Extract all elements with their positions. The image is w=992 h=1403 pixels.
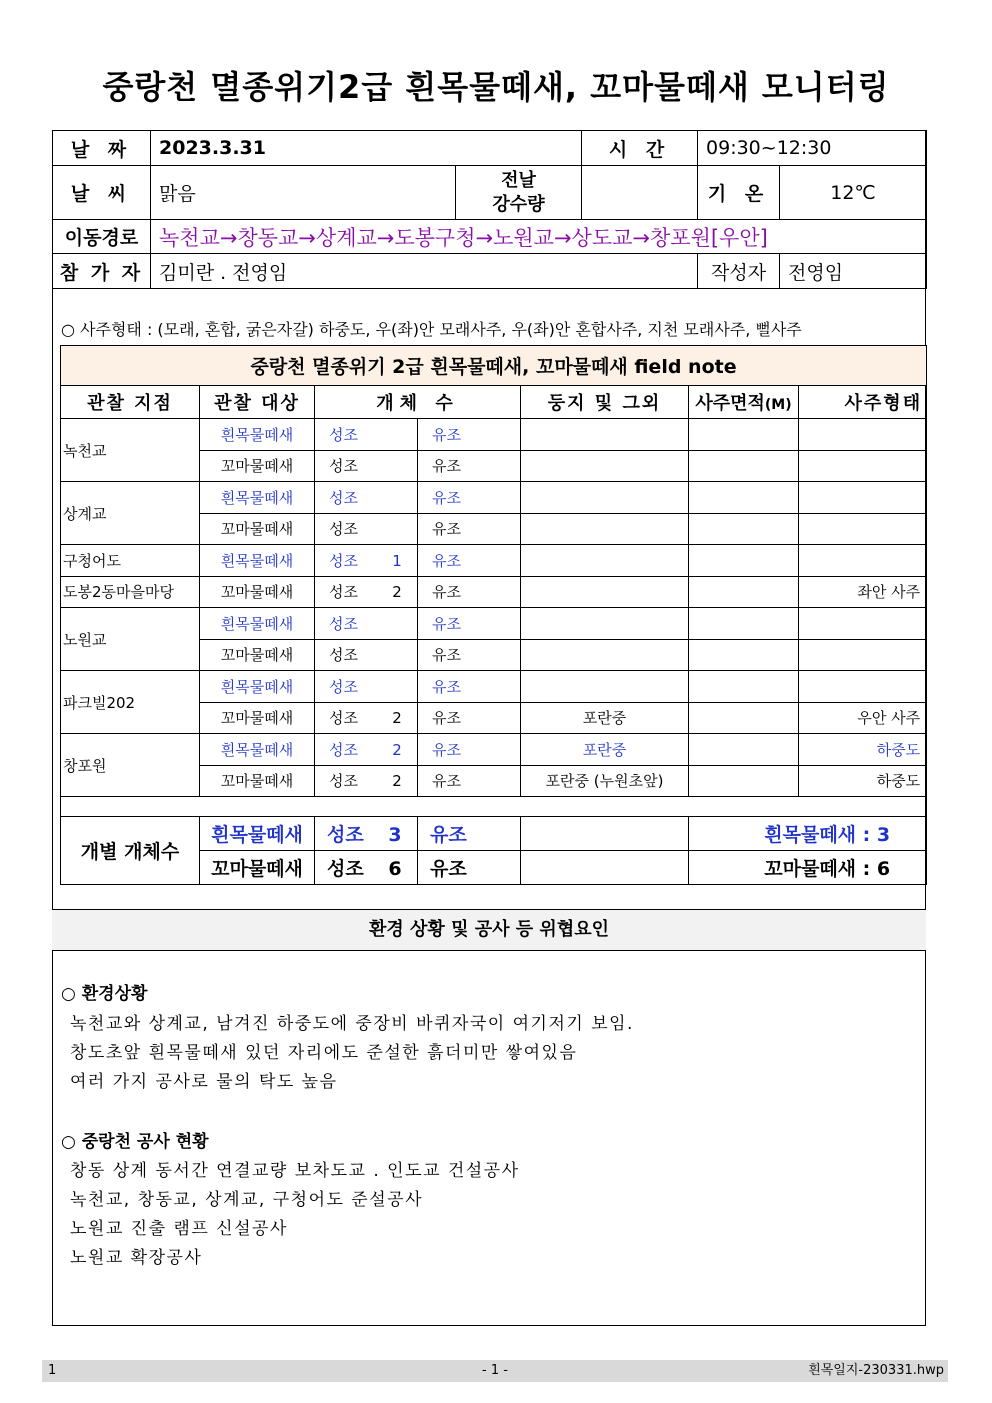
- environment-line: 창도초앞 흰목물떼새 있던 자리에도 준설한 흙더미만 쌓여있음: [70, 1043, 578, 1063]
- area-cell: [689, 671, 799, 703]
- construction-section-title: ○ 중랑천 공사 현황: [61, 1132, 209, 1152]
- construction-line: 녹천교, 창동교, 상계교, 구청어도 준설공사: [70, 1190, 424, 1210]
- header-table: [52, 130, 927, 289]
- construction-line: 노원교 확장공사: [70, 1248, 203, 1268]
- area-cell: [689, 419, 799, 451]
- adult-number: 3: [388, 824, 402, 846]
- adult-label: 성조: [329, 488, 358, 507]
- page-title: 중랑천 멸종위기2급 흰목물떼새, 꼬마물떼새 모니터링: [102, 68, 890, 106]
- site-cell: 구청어도: [61, 545, 200, 577]
- summary-juvenile: 유조: [418, 851, 521, 885]
- col-area: 사주면적(M): [689, 386, 799, 419]
- adult-label: 성조: [327, 824, 364, 846]
- adult-label: 성조: [329, 551, 358, 570]
- site-cell: 상계교: [61, 482, 200, 545]
- target-cell: 흰목물떼새: [200, 734, 315, 766]
- adult-number: 2: [392, 583, 402, 602]
- area-cell: [689, 765, 799, 797]
- site-cell: 파크빌202: [61, 671, 200, 734]
- target-cell: 꼬마물떼새: [200, 576, 315, 608]
- environment-section-title: ○ 환경상황: [61, 984, 148, 1004]
- weather-value: 맑음: [151, 166, 456, 220]
- shape-cell: 우안 사주: [799, 702, 927, 734]
- nest-cell: [521, 608, 689, 640]
- adult-number: 6: [388, 858, 402, 880]
- summary-nest: [521, 851, 689, 885]
- route-value: 녹천교→창동교→상계교→도봉구청→노원교→상도교→창포원[우안]: [151, 220, 927, 254]
- shape-cell: 하중도: [799, 734, 927, 766]
- adult-label: 성조: [329, 425, 358, 444]
- adult-count-cell: [315, 513, 418, 545]
- shape-cell: [799, 450, 927, 482]
- juvenile-cell: 유조: [418, 545, 521, 577]
- nest-cell: 포란중: [521, 702, 689, 734]
- rain-value: [582, 166, 698, 220]
- adult-number: 2: [392, 772, 402, 791]
- col-count: 개체 수: [315, 386, 521, 419]
- col-site: 관찰 지점: [61, 386, 200, 419]
- temp-value: 12℃: [780, 166, 927, 220]
- construction-line: 창동 상계 동서간 연결교량 보차도교 . 인도교 건설공사: [70, 1161, 520, 1181]
- footer-page-number: 1: [48, 1363, 57, 1378]
- adult-label: 성조: [329, 646, 358, 665]
- area-cell: [689, 576, 799, 608]
- adult-count-cell: [315, 576, 418, 608]
- summary-adult-count: [315, 851, 418, 885]
- adult-label: 성조: [329, 740, 358, 759]
- area-cell: [689, 513, 799, 545]
- table-row: [61, 419, 927, 451]
- juvenile-cell: 유조: [418, 608, 521, 640]
- nest-cell: 포란중 (누원초앞): [521, 765, 689, 797]
- target-cell: 흰목물떼새: [200, 545, 315, 577]
- target-cell: 꼬마물떼새: [200, 702, 315, 734]
- adult-count-cell: [315, 734, 418, 766]
- shape-cell: [799, 545, 927, 577]
- target-cell: 흰목물떼새: [200, 419, 315, 451]
- shape-cell: [799, 608, 927, 640]
- summary-adult-count: [315, 817, 418, 851]
- summary-target: 흰목물떼새: [200, 817, 315, 851]
- table-row: [61, 608, 927, 640]
- site-cell: 도봉2동마을마당: [61, 576, 200, 608]
- juvenile-cell: 유조: [418, 639, 521, 671]
- area-cell: [689, 608, 799, 640]
- nest-cell: 포란중: [521, 734, 689, 766]
- adult-count-cell: [315, 639, 418, 671]
- table-row: [61, 545, 927, 577]
- summary-label: 개별 개체수: [61, 817, 200, 885]
- nest-cell: [521, 576, 689, 608]
- route-label: 이동경로: [53, 220, 151, 254]
- shape-cell: [799, 419, 927, 451]
- field-note-table: [60, 345, 927, 885]
- col-nest: 둥지 및 그외: [521, 386, 689, 419]
- adult-count-cell: [315, 419, 418, 451]
- table-row: [61, 576, 927, 608]
- shape-cell: [799, 639, 927, 671]
- table-row: [61, 734, 927, 766]
- shape-cell: [799, 671, 927, 703]
- writer-value: 전영임: [780, 254, 927, 289]
- juvenile-cell: 유조: [418, 513, 521, 545]
- adult-label: 성조: [329, 520, 358, 539]
- area-cell: [689, 702, 799, 734]
- writer-label: 작성자: [698, 254, 780, 289]
- target-cell: 꼬마물떼새: [200, 450, 315, 482]
- footer-center: - 1 -: [482, 1363, 508, 1378]
- construction-line: 노원교 진출 램프 신설공사: [70, 1219, 288, 1239]
- nest-cell: [521, 482, 689, 514]
- temp-label: 기 온: [698, 166, 780, 220]
- nest-cell: [521, 545, 689, 577]
- table-row: [61, 482, 927, 514]
- adult-count-cell: [315, 702, 418, 734]
- juvenile-cell: 유조: [418, 702, 521, 734]
- date-label: 날 짜: [53, 131, 151, 166]
- area-cell: [689, 450, 799, 482]
- area-cell: [689, 639, 799, 671]
- date-value: 2023.3.31: [151, 131, 582, 166]
- summary-row: [61, 817, 927, 851]
- target-cell: 꼬마물떼새: [200, 765, 315, 797]
- area-cell: [689, 734, 799, 766]
- adult-count-cell: [315, 608, 418, 640]
- adult-count-cell: [315, 765, 418, 797]
- juvenile-cell: 유조: [418, 419, 521, 451]
- juvenile-cell: 유조: [418, 765, 521, 797]
- col-shape: 사주형태: [799, 386, 927, 419]
- shape-cell: [799, 482, 927, 514]
- juvenile-cell: 유조: [418, 671, 521, 703]
- site-cell: 창포원: [61, 734, 200, 797]
- footer-filename: 흰목일지-230331.hwp: [808, 1363, 944, 1378]
- target-cell: 꼬마물떼새: [200, 639, 315, 671]
- adult-label: 성조: [329, 709, 358, 728]
- adult-label: 성조: [329, 614, 358, 633]
- site-cell: 노원교: [61, 608, 200, 671]
- adult-number: 2: [392, 709, 402, 728]
- juvenile-cell: 유조: [418, 450, 521, 482]
- time-label: 시 간: [582, 131, 698, 166]
- adult-count-cell: [315, 482, 418, 514]
- adult-label: 성조: [329, 677, 358, 696]
- summary-total: 흰목물떼새 : 3: [689, 817, 927, 851]
- monitoring-sheet: [52, 130, 926, 1326]
- nest-cell: [521, 513, 689, 545]
- participants-label: 참 가 자: [53, 254, 151, 289]
- adult-label: 성조: [327, 858, 364, 880]
- col-target: 관찰 대상: [200, 386, 315, 419]
- rain-label: 전날 강수량: [456, 166, 582, 220]
- weather-label: 날 씨: [53, 166, 151, 220]
- adult-number: 2: [392, 740, 402, 759]
- target-cell: 꼬마물떼새: [200, 513, 315, 545]
- adult-label: 성조: [329, 583, 358, 602]
- nest-cell: [521, 450, 689, 482]
- saju-type-note: ○ 사주형태 : (모래, 혼합, 굵은자갈) 하중도, 우(좌)안 모래사주, 우(좌)안 혼합사주, 지천 모래사주, 뻘사주: [61, 320, 802, 339]
- environment-line: 여러 가지 공사로 물의 탁도 높음: [70, 1072, 338, 1092]
- nest-cell: [521, 639, 689, 671]
- field-note-caption: 중랑천 멸종위기 2급 흰목물떼새, 꼬마물떼새 field note: [61, 346, 927, 386]
- juvenile-cell: 유조: [418, 734, 521, 766]
- summary-total: 꼬마물떼새 : 6: [689, 851, 927, 885]
- target-cell: 흰목물떼새: [200, 671, 315, 703]
- adult-label: 성조: [329, 772, 358, 791]
- spacer-row: [61, 797, 927, 817]
- site-cell: 녹천교: [61, 419, 200, 482]
- adult-count-cell: [315, 671, 418, 703]
- adult-count-cell: [315, 450, 418, 482]
- summary-target: 꼬마물떼새: [200, 851, 315, 885]
- juvenile-cell: 유조: [418, 576, 521, 608]
- nest-cell: [521, 419, 689, 451]
- shape-cell: [799, 513, 927, 545]
- shape-cell: 하중도: [799, 765, 927, 797]
- summary-nest: [521, 817, 689, 851]
- table-row: [61, 671, 927, 703]
- area-cell: [689, 482, 799, 514]
- time-value: 09:30~12:30: [698, 131, 927, 166]
- adult-number: 1: [392, 551, 402, 570]
- participants-value: 김미란 . 전영임: [151, 254, 698, 289]
- adult-count-cell: [315, 545, 418, 577]
- summary-juvenile: 유조: [418, 817, 521, 851]
- environment-line: 녹천교와 상계교, 남겨진 하중도에 중장비 바퀴자국이 여기저기 보임.: [70, 1014, 634, 1034]
- adult-label: 성조: [329, 457, 358, 476]
- target-cell: 흰목물떼새: [200, 482, 315, 514]
- target-cell: 흰목물떼새: [200, 608, 315, 640]
- area-cell: [689, 545, 799, 577]
- nest-cell: [521, 671, 689, 703]
- shape-cell: 좌안 사주: [799, 576, 927, 608]
- environment-heading: 환경 상황 및 공사 등 위협요인: [52, 909, 926, 951]
- page-footer: [42, 1360, 948, 1382]
- juvenile-cell: 유조: [418, 482, 521, 514]
